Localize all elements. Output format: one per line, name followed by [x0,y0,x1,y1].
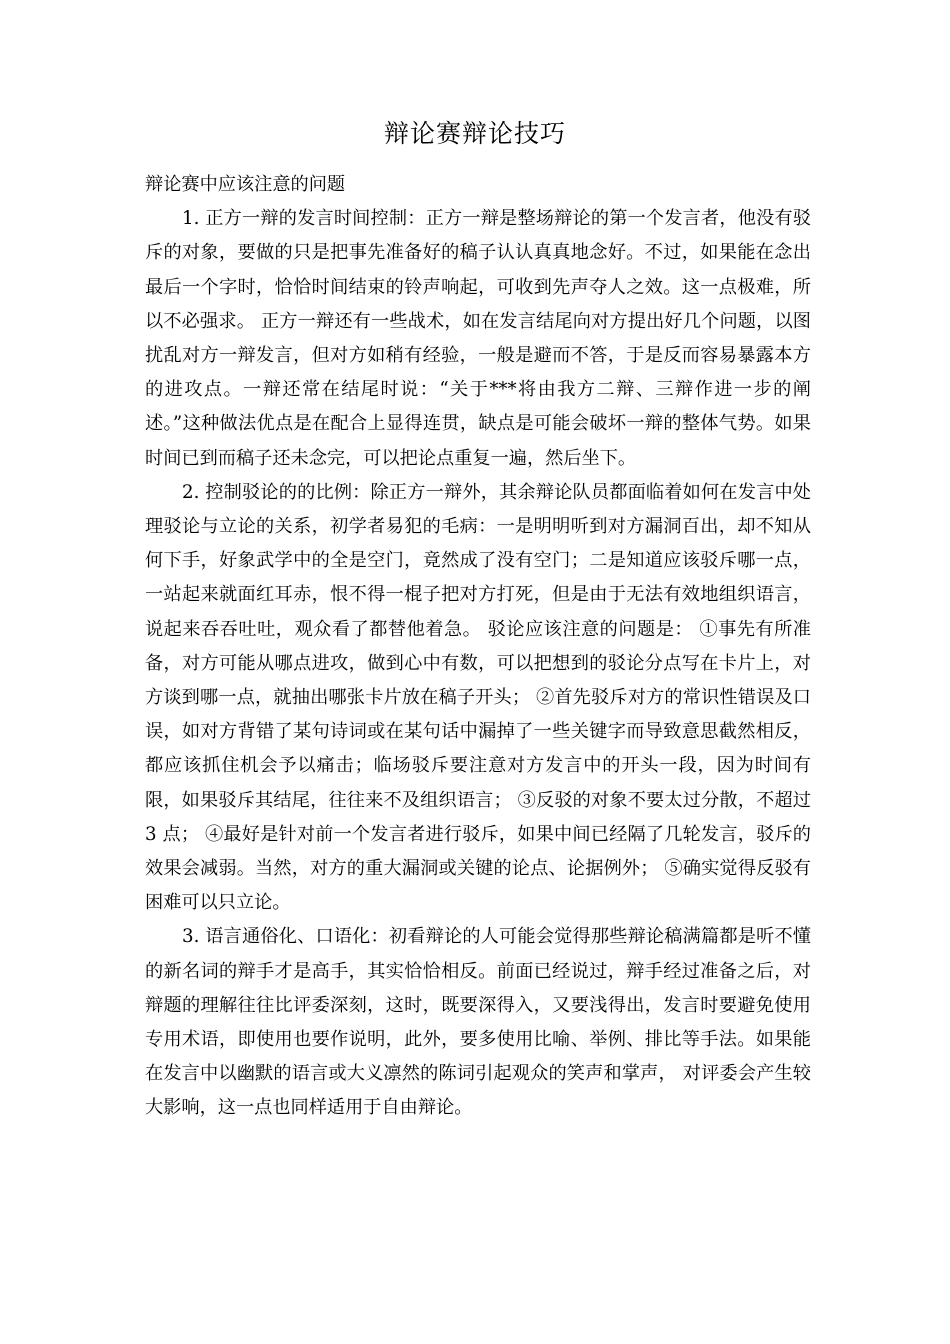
document-title: 辩论赛辩论技巧 [383,119,566,148]
section-heading: 辩论赛中应该注意的问题 [145,174,346,195]
paragraph-1: 1. 正方一辩的发言时间控制：正方一辩是整场辩论的第一个发言者，他没有驳斥的对象，要做的只是把事先准备好的稿子认认真真地念好。不过，如果能在念出最后一个字时，恰恰时间结束的铃声响起，可收到先声夺人之效。这一点极难，所以不必强求。 正方一辩还有一些战术，如在发言结尾向对方提出好几个问题，以图扰乱对方一辩发言，但对方如稍有经验，一般是避而不答，于是反而容易暴露本方的进攻点。一辩还常在结尾时说：“关于***将由我方二辩、三辩作进一步的阐述。”这种做法优点是在配合上显得连贯，缺点是可能会破坏一辩的整体气势。如果时间已到而稿子还未念完，可以把论点重复一遍，然后坐下。 [145,208,811,469]
paragraph-2: 2. 控制驳论的的比例：除正方一辩外，其余辩论队员都面临着如何在发言中处理驳论与立论的关系，初学者易犯的毛病：一是明明听到对方漏洞百出，却不知从何下手，好象武学中的全是空门，竟然成了没有空门；二是知道应该驳斥哪一点，一站起来就面红耳赤，恨不得一棍子把对方打死，但是由于无法有效地组织语言，说起来吞吞吐吐，观众看了都替他着急。 驳论应该注意的问题是： ①事先有所准备，对方可能从哪点进攻，做到心中有数，可以把想到的驳论分点写在卡片上，对方谈到哪一点，就抽出哪张卡片放在稿子开头； ②首先驳斥对方的常识性错误及口误，如对方背错了某句诗词或在某句话中漏掉了一些关键字而导致意思截然相反，都应该抓住机会予以痛击；临场驳斥要注意对方发言中的开头一段，因为时间有限，如果驳斥其结尾，往往来不及组织语言； ③反驳的对象不要太过分散，不超过 3 点； ④最好是针对前一个发言者进行驳斥，如果中间已经隔了几轮发言，驳斥的效果会减弱。当然，对方的重大漏洞或关键的论点、论据例外； ⑤确实觉得反驳有困难可以只立论。 [145,481,811,914]
document-body [145,168,811,1126]
paragraph-3: 3. 语言通俗化、口语化：初看辩论的人可能会觉得那些辩论稿满篇都是听不懂的新名词的辩手才是高手，其实恰恰相反。前面已经说过，辩手经过准备之后，对辩题的理解往往比评委深刻，这时，既要深得入，又要浅得出，发言时要避免使用专用术语，即使用也要作说明，此外，要多使用比喻、举例、排比等手法。如果能在发言中以幽默的语言或大义凛然的陈词引起观众的笑声和掌声， 对评委会产生较大影响，这一点也同样适用于自由辩论。 [145,926,811,1119]
